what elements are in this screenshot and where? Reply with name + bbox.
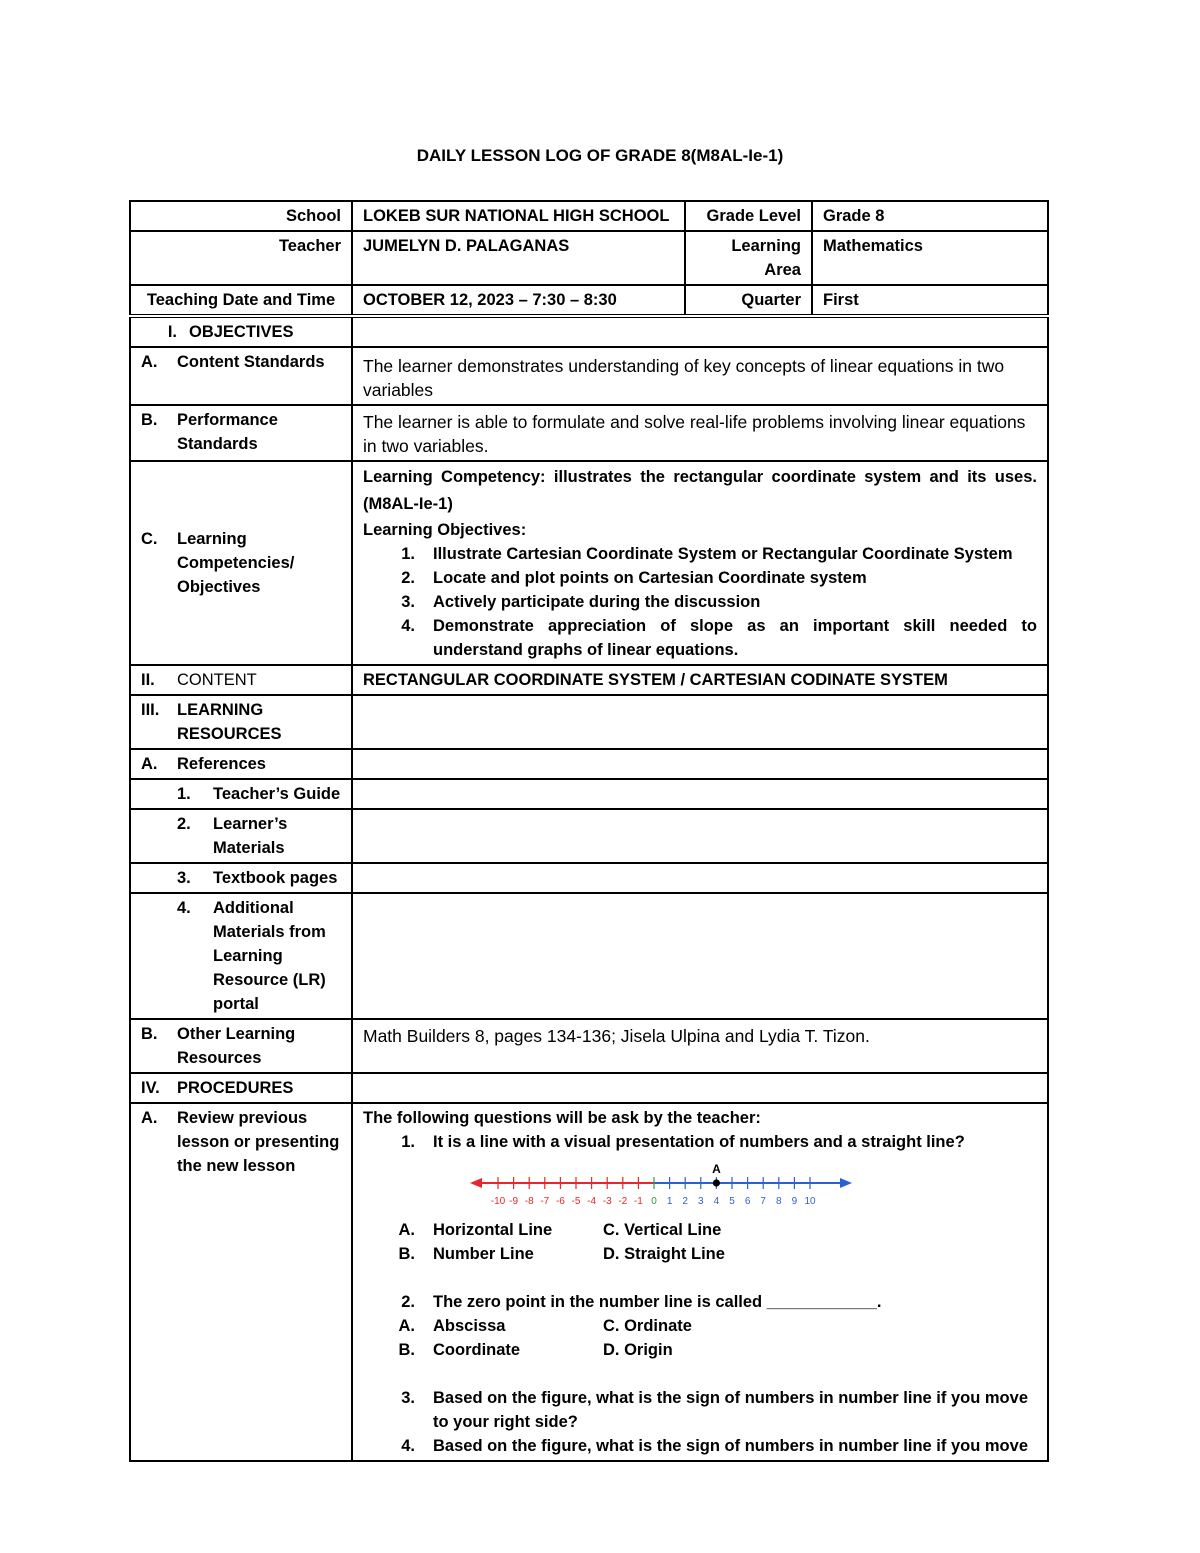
list-item: 2. Locate and plot points on Cartesian Coordinate system — [401, 569, 867, 587]
row-school — [130, 201, 1048, 231]
tick-label: -3 — [602, 1196, 612, 1207]
list-item: 4. Demonstrate appreciation of slope as an important skill needed to understand graphs of linear equations. — [401, 617, 1037, 659]
lesson-log-table — [129, 200, 1049, 1462]
tick-label: 10 — [804, 1196, 816, 1207]
learning-objectives-list — [363, 542, 1037, 662]
learners-materials-num: 2. — [177, 815, 191, 833]
review-intro: The following questions will be ask by the teacher: — [363, 1109, 761, 1127]
tick-label: 2 — [682, 1196, 688, 1207]
other-resources-label-1: Other Learning — [177, 1025, 296, 1043]
learning-resources-label-2: RESOURCES — [177, 725, 282, 743]
tick-label: 7 — [760, 1196, 766, 1207]
row-date — [130, 285, 1048, 316]
row-teacher — [130, 231, 1048, 285]
review-label-2: lesson or presenting — [177, 1133, 340, 1151]
row-objectives — [130, 316, 1048, 347]
row-other-resources — [130, 1019, 1048, 1073]
tick-label: -9 — [509, 1196, 519, 1207]
row-textbook-pages — [130, 863, 1048, 893]
grade-level-label: Grade Level — [685, 201, 812, 231]
date-time-label: Teaching Date and Time — [130, 285, 352, 316]
teacher-label: Teacher — [130, 231, 352, 285]
additional-materials-num: 4. — [177, 899, 191, 917]
other-resources-num: B. — [141, 1025, 158, 1043]
tick-label: -1 — [633, 1196, 643, 1207]
number-line-figure — [468, 1156, 858, 1212]
question-4: 4. Based on the figure, what is the sign of numbers in number line if you move — [401, 1437, 1028, 1455]
procedures-label: PROCEDURES — [177, 1079, 294, 1097]
performance-standards-num: B. — [141, 411, 158, 429]
content-standards-label: Content Standards — [177, 353, 325, 371]
tick-label: -2 — [618, 1196, 628, 1207]
review-label-3: the new lesson — [177, 1157, 296, 1175]
learners-materials-label-1: Learner’s — [213, 815, 288, 833]
row-competencies — [130, 461, 1048, 665]
point-a-label: A — [712, 1162, 721, 1176]
question-3: 3. Based on the figure, what is the sign of numbers in number line if you move to your right side? — [401, 1389, 1028, 1431]
tick-label: 4 — [713, 1196, 720, 1207]
other-resources-value: Math Builders 8, pages 134-136; Jisela Ulpina and Lydia T. Tizon. — [352, 1019, 1048, 1073]
review-label-1: Review previous — [177, 1109, 308, 1127]
additional-materials-line: Learning — [213, 947, 283, 965]
content-label: CONTENT — [177, 671, 257, 689]
content-value: RECTANGULAR COORDINATE SYSTEM / CARTESIAN CODINATE SYSTEM — [352, 665, 1048, 695]
row-references — [130, 749, 1048, 779]
learning-area-label — [685, 231, 812, 285]
learning-objectives-heading: Learning Objectives: — [363, 521, 527, 539]
row-procedures — [130, 1073, 1048, 1103]
textbook-pages-label: Textbook pages — [213, 869, 338, 887]
question-2-choices: A. Abscissa C. Ordinate B. Coordinate D. Origin — [398, 1317, 692, 1359]
quarter-label: Quarter — [685, 285, 812, 316]
date-time-value: OCTOBER 12, 2023 – 7:30 – 8:30 — [352, 285, 685, 316]
content-standards-value: The learner demonstrates understanding of key concepts of linear equations in two variables — [352, 347, 1048, 405]
row-learning-resources — [130, 695, 1048, 749]
tick-label: 6 — [744, 1196, 751, 1207]
tick-label: 3 — [698, 1196, 704, 1207]
row-content-standards — [130, 347, 1048, 405]
procedures-num: IV. — [141, 1079, 160, 1097]
tick-label: -8 — [524, 1196, 534, 1207]
content-standards-num: A. — [141, 353, 158, 371]
learning-area-label-line2: Area — [764, 261, 801, 279]
references-num: A. — [141, 755, 158, 773]
performance-standards-value: The learner is able to formulate and solve real-life problems involving linear equations in two variables. — [352, 405, 1048, 461]
tick-label: 5 — [729, 1196, 735, 1207]
tick-label: -7 — [540, 1196, 550, 1207]
competencies-label-2: Competencies/ — [177, 554, 295, 572]
competencies-label-1: Learning — [177, 530, 247, 548]
row-learners-materials — [130, 809, 1048, 863]
learning-resources-label-1: LEARNING — [177, 701, 264, 719]
performance-standards-label-2: Standards — [177, 435, 258, 453]
objectives-label: OBJECTIVES — [189, 323, 294, 341]
list-item: 3. Actively participate during the discussion — [401, 593, 761, 611]
row-additional-materials — [130, 893, 1048, 1019]
tick-label: -10 — [490, 1196, 506, 1207]
additional-materials-line: Resource (LR) — [213, 971, 326, 989]
tick-label: -5 — [571, 1196, 581, 1207]
row-review — [130, 1103, 1048, 1461]
point-a-marker — [713, 1179, 720, 1186]
learning-area-value: Mathematics — [812, 231, 1048, 285]
teachers-guide-num: 1. — [177, 785, 191, 803]
additional-materials-line: Additional — [213, 899, 294, 917]
learning-competency: Learning Competency: illustrates the rectangular coordinate system and its uses. (M8AL-Ie-1) — [363, 468, 1037, 513]
tick-label: -6 — [555, 1196, 565, 1207]
learners-materials-label-2: Materials — [213, 839, 285, 857]
content-num: II. — [141, 671, 155, 689]
left-arrow-icon — [470, 1178, 482, 1188]
teachers-guide-label: Teacher’s Guide — [213, 785, 341, 803]
competencies-num: C. — [141, 530, 158, 548]
tick-label: 0 — [651, 1196, 657, 1207]
question-2: 2. The zero point in the number line is called ____________. — [401, 1293, 882, 1311]
review-num: A. — [141, 1109, 158, 1127]
row-performance-standards — [130, 405, 1048, 461]
row-content — [130, 665, 1048, 695]
right-arrow-icon — [840, 1178, 852, 1188]
school-value: LOKEB SUR NATIONAL HIGH SCHOOL — [352, 201, 685, 231]
additional-materials-line: portal — [213, 995, 259, 1013]
objectives-num: I. — [167, 323, 177, 341]
additional-materials-line: Materials from — [213, 923, 326, 941]
tick-label: 8 — [776, 1196, 782, 1207]
row-teachers-guide — [130, 779, 1048, 809]
question-1: 1. It is a line with a visual presentation of numbers and a straight line? — [401, 1133, 965, 1151]
grade-level-value: Grade 8 — [812, 201, 1048, 231]
teacher-value: JUMELYN D. PALAGANAS — [352, 231, 685, 285]
textbook-pages-num: 3. — [177, 869, 191, 887]
tick-label: 9 — [791, 1196, 798, 1207]
learning-resources-num: III. — [141, 701, 160, 719]
tick-label: 1 — [666, 1196, 673, 1207]
competencies-label-3: Objectives — [177, 578, 261, 596]
school-label: School — [130, 201, 352, 231]
page-title: DAILY LESSON LOG OF GRADE 8(M8AL-Ie-1) — [416, 146, 784, 165]
learning-area-label-line1: Learning — [731, 237, 801, 255]
other-resources-label-2: Resources — [177, 1049, 262, 1067]
performance-standards-label-1: Performance — [177, 411, 278, 429]
references-label: References — [177, 755, 266, 773]
list-item: 1. Illustrate Cartesian Coordinate System or Rectangular Coordinate System — [401, 545, 1013, 563]
question-1-choices: A. Horizontal Line C. Vertical Line B. Number Line D. Straight Line — [398, 1221, 725, 1263]
tick-label: -4 — [587, 1196, 597, 1207]
quarter-value: First — [812, 285, 1048, 316]
